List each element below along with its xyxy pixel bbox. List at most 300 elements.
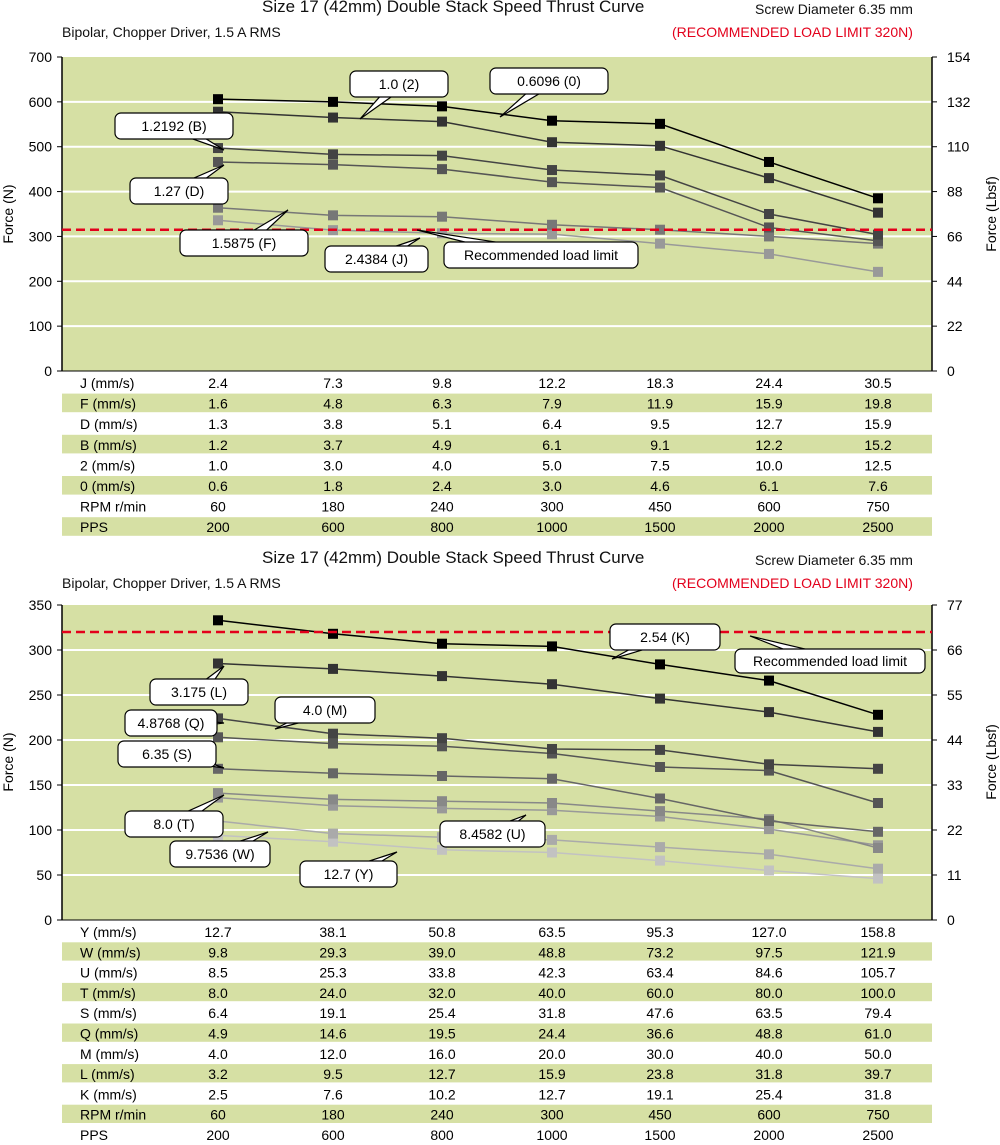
- table-cell: 50.8: [428, 924, 456, 940]
- data-point: [437, 151, 447, 161]
- data-point: [764, 759, 774, 769]
- table-cell: 8.0: [208, 984, 228, 1001]
- table-cell: 800: [430, 1127, 454, 1143]
- table-cell: 2500: [862, 1127, 894, 1143]
- table-cell: 95.3: [646, 924, 674, 940]
- table-cell: 2.4: [432, 478, 452, 494]
- table-cell: 240: [430, 1106, 454, 1123]
- series-label: 1.5875 (F): [211, 235, 277, 251]
- y-tick-label: 400: [28, 183, 52, 200]
- data-point: [655, 745, 665, 755]
- y-right-tick-label: 22: [947, 822, 963, 838]
- table-cell: 48.8: [755, 1025, 783, 1042]
- data-point: [213, 659, 223, 669]
- table-cell: 5.1: [432, 416, 452, 433]
- y-tick-label: 250: [28, 687, 52, 703]
- table-cell: 6.1: [759, 478, 779, 494]
- series-label: 0.6096 (0): [517, 73, 581, 89]
- data-point: [213, 215, 223, 225]
- table-row-band: [62, 394, 932, 413]
- table-cell: 1000: [536, 519, 568, 536]
- table-row-label: Q (mm/s): [80, 1025, 139, 1042]
- data-point: [437, 117, 447, 127]
- y-right-tick-label: 33: [947, 777, 963, 793]
- table-cell: 4.6: [650, 478, 670, 494]
- chart2-driver-subtitle: Bipolar, Chopper Driver, 1.5 A RMS: [62, 575, 281, 591]
- data-point: [655, 694, 665, 704]
- table-cell: 9.1: [650, 436, 670, 453]
- table-cell: 61.0: [864, 1025, 892, 1042]
- table-cell: 24.4: [538, 1025, 566, 1042]
- chart-2: [0, 597, 999, 1143]
- y-right-tick-label: 11: [947, 867, 962, 883]
- table-cell: 24.0: [319, 984, 347, 1001]
- data-point: [873, 827, 883, 837]
- table-cell: 31.8: [538, 1005, 566, 1022]
- table-row-label: B (mm/s): [80, 436, 137, 453]
- data-point: [873, 874, 883, 884]
- data-point: [655, 659, 665, 669]
- data-point: [328, 210, 338, 220]
- table-row-label: T (mm/s): [80, 984, 136, 1001]
- table-cell: 40.0: [755, 1045, 783, 1062]
- data-point: [873, 193, 883, 203]
- y-right-tick-label: 66: [947, 642, 963, 658]
- table-cell: 2500: [862, 519, 894, 536]
- table-cell: 11.9: [646, 395, 674, 412]
- table-cell: 6.4: [542, 416, 562, 433]
- table-cell: 1000: [536, 1127, 568, 1143]
- table-cell: 240: [430, 498, 454, 515]
- data-point: [328, 160, 338, 170]
- y-tick-label: 50: [36, 867, 52, 883]
- data-point: [873, 764, 883, 774]
- table-cell: 73.2: [646, 944, 674, 961]
- table-cell: 63.5: [755, 1005, 783, 1022]
- table-row-label: RPM r/min: [80, 1106, 147, 1123]
- data-point: [547, 220, 557, 230]
- table-cell: 121.9: [860, 944, 896, 961]
- table-cell: 12.7: [755, 416, 783, 433]
- y-axis-label: Force (N): [0, 732, 16, 792]
- y-right-axis-label: Force (Lbsf): [983, 176, 999, 252]
- table-cell: 10.2: [428, 1086, 456, 1103]
- table-row-label: RPM r/min: [80, 498, 147, 515]
- table-cell: 31.8: [864, 1086, 892, 1103]
- data-point: [764, 222, 774, 232]
- table-cell: 5.0: [542, 457, 562, 474]
- table-cell: 60: [210, 1106, 226, 1123]
- data-point: [547, 679, 557, 689]
- data-point: [873, 798, 883, 808]
- plot-area: [62, 57, 932, 371]
- y-right-tick-label: 88: [947, 183, 963, 200]
- data-point: [437, 733, 447, 743]
- data-point: [764, 849, 774, 859]
- series-label: Recommended load limit: [463, 247, 619, 263]
- table-cell: 1.3: [208, 416, 228, 433]
- data-point: [437, 639, 447, 649]
- data-point: [547, 177, 557, 187]
- table-cell: 3.2: [208, 1066, 228, 1083]
- y-tick-label: 500: [28, 138, 52, 155]
- data-point: [437, 101, 447, 111]
- table-cell: 1.6: [208, 395, 228, 412]
- table-cell: 800: [430, 519, 454, 536]
- table-cell: 12.0: [319, 1045, 347, 1062]
- table-cell: 31.8: [755, 1066, 783, 1083]
- table-cell: 300: [540, 498, 564, 515]
- data-point: [873, 710, 883, 720]
- table-cell: 25.3: [319, 964, 347, 981]
- y-tick-label: 100: [28, 318, 52, 335]
- table-cell: 4.9: [432, 436, 452, 453]
- chart1-title: Size 17 (42mm) Double Stack Speed Thrust Curve: [262, 0, 645, 16]
- data-point: [655, 119, 665, 129]
- y-right-tick-label: 154: [947, 49, 971, 65]
- data-point: [873, 864, 883, 874]
- table-cell: 180: [321, 498, 345, 515]
- data-point: [764, 707, 774, 717]
- table-cell: 4.9: [208, 1025, 228, 1042]
- table-row-band: [62, 942, 932, 960]
- table-row-label: PPS: [80, 519, 109, 536]
- table-cell: 300: [540, 1106, 564, 1123]
- table-cell: 15.2: [864, 436, 892, 453]
- series-label: 6.35 (S): [142, 746, 192, 762]
- y-tick-label: 300: [28, 642, 52, 658]
- y-tick-label: 150: [28, 777, 52, 793]
- table-cell: 7.6: [323, 1086, 343, 1103]
- y-tick-label: 600: [28, 93, 52, 110]
- table-cell: 10.0: [755, 457, 783, 474]
- table-cell: 3.0: [323, 457, 343, 474]
- table-cell: 105.7: [860, 964, 896, 981]
- table-cell: 450: [648, 498, 672, 515]
- table-row-label: D (mm/s): [80, 416, 138, 433]
- data-point: [547, 641, 557, 651]
- data-point: [547, 165, 557, 175]
- table-cell: 600: [321, 519, 345, 536]
- series-label: 8.0 (T): [153, 816, 195, 832]
- table-cell: 18.3: [646, 375, 674, 391]
- table-row-label: W (mm/s): [80, 944, 141, 961]
- table-cell: 32.0: [428, 984, 456, 1001]
- table-cell: 12.7: [428, 1066, 456, 1083]
- data-point: [655, 856, 665, 866]
- chart1-driver-subtitle: Bipolar, Chopper Driver, 1.5 A RMS: [62, 24, 281, 40]
- table-cell: 33.8: [428, 964, 456, 981]
- table-cell: 48.8: [538, 944, 566, 961]
- data-point: [873, 727, 883, 737]
- table-cell: 3.7: [323, 436, 343, 453]
- y-right-tick-label: 0: [947, 912, 955, 928]
- table-cell: 4.0: [432, 457, 452, 474]
- chart-1: [0, 49, 999, 536]
- table-cell: 8.5: [208, 964, 228, 981]
- series-label: 9.7536 (W): [185, 846, 255, 862]
- data-point: [655, 239, 665, 249]
- table-cell: 12.5: [864, 457, 892, 474]
- table-cell: 25.4: [428, 1005, 456, 1022]
- data-point: [764, 173, 774, 183]
- table-cell: 7.9: [542, 395, 562, 412]
- y-right-tick-label: 66: [947, 228, 963, 245]
- table-cell: 7.6: [868, 478, 888, 494]
- table-row-label: U (mm/s): [80, 964, 138, 981]
- data-point: [764, 231, 774, 241]
- table-cell: 9.8: [208, 944, 228, 961]
- table-cell: 12.7: [204, 924, 232, 940]
- table-cell: 6.1: [542, 436, 562, 453]
- table-cell: 2000: [753, 519, 785, 536]
- series-label: Recommended load limit: [752, 653, 908, 669]
- data-point: [328, 729, 338, 739]
- table-cell: 14.6: [319, 1025, 347, 1042]
- table-cell: 6.3: [432, 395, 452, 412]
- table-cell: 30.0: [646, 1045, 674, 1062]
- table-row-label: F (mm/s): [80, 395, 136, 412]
- data-point: [328, 149, 338, 159]
- y-tick-label: 0: [44, 912, 52, 928]
- table-cell: 38.1: [319, 924, 347, 940]
- data-point: [873, 208, 883, 218]
- chart1-load-limit-note: (RECOMMENDED LOAD LIMIT 320N): [672, 24, 913, 40]
- table-cell: 19.8: [864, 395, 892, 412]
- table-cell: 15.9: [538, 1066, 566, 1083]
- chart2-load-limit-note: (RECOMMENDED LOAD LIMIT 320N): [672, 575, 913, 591]
- table-row-band: [62, 476, 932, 495]
- table-cell: 36.6: [646, 1025, 674, 1042]
- y-right-tick-label: 77: [947, 597, 963, 613]
- callout-4: [125, 710, 224, 736]
- table-cell: 20.0: [538, 1045, 566, 1062]
- table-row-band: [62, 435, 932, 454]
- table-row-label: 2 (mm/s): [80, 457, 136, 474]
- data-point: [547, 744, 557, 754]
- table-cell: 1.8: [323, 478, 343, 494]
- y-right-tick-label: 44: [947, 732, 963, 748]
- table-cell: 600: [757, 498, 781, 515]
- series-label: 1.2192 (B): [141, 118, 207, 134]
- y-tick-label: 0: [44, 363, 52, 379]
- table-cell: 750: [866, 498, 890, 515]
- series-label: 1.0 (2): [378, 76, 420, 92]
- table-cell: 3.0: [542, 478, 562, 494]
- table-cell: 50.0: [864, 1045, 892, 1062]
- series-label: 12.7 (Y): [323, 866, 374, 882]
- table-cell: 9.5: [650, 416, 670, 433]
- data-point: [437, 671, 447, 681]
- chart2-screw-diameter: Screw Diameter 6.35 mm: [755, 552, 913, 568]
- table-cell: 19.1: [646, 1086, 674, 1103]
- table-cell: 158.8: [860, 924, 896, 940]
- data-point: [547, 116, 557, 126]
- table-cell: 7.3: [323, 375, 343, 391]
- table-cell: 42.3: [538, 964, 566, 981]
- table-cell: 3.8: [323, 416, 343, 433]
- table-cell: 200: [206, 1127, 230, 1143]
- data-point: [764, 816, 774, 826]
- table-cell: 23.8: [646, 1066, 674, 1083]
- table-cell: 40.0: [538, 984, 566, 1001]
- table-row-label: M (mm/s): [80, 1045, 140, 1062]
- table-row-band: [62, 1064, 932, 1082]
- data-point: [437, 796, 447, 806]
- table-cell: 80.0: [755, 984, 783, 1001]
- table-cell: 15.9: [755, 395, 783, 412]
- y-right-tick-label: 110: [947, 138, 970, 155]
- y-right-axis-label: Force (Lbsf): [983, 724, 999, 800]
- data-point: [328, 794, 338, 804]
- series-label: 3.175 (L): [170, 684, 228, 700]
- table-cell: 39.7: [864, 1066, 892, 1083]
- data-point: [328, 739, 338, 749]
- data-point: [547, 835, 557, 845]
- series-label: 1.27 (D): [153, 183, 205, 199]
- data-point: [328, 664, 338, 674]
- series-label: 8.4582 (U): [459, 826, 526, 842]
- data-point: [547, 848, 557, 858]
- data-point: [655, 806, 665, 816]
- data-point: [213, 94, 223, 104]
- data-point: [764, 249, 774, 259]
- y-right-tick-label: 0: [947, 363, 955, 379]
- speed-table: [62, 924, 932, 1143]
- data-point: [437, 164, 447, 174]
- table-cell: 1500: [644, 1127, 676, 1143]
- data-point: [655, 762, 665, 772]
- data-point: [547, 774, 557, 784]
- data-point: [213, 615, 223, 625]
- series-label: 2.54 (K): [640, 629, 690, 645]
- table-cell: 19.1: [319, 1005, 347, 1022]
- callout-5: [118, 741, 224, 768]
- table-cell: 25.4: [755, 1086, 783, 1103]
- table-row-band: [62, 1024, 932, 1042]
- table-cell: 127.0: [751, 924, 787, 940]
- table-cell: 0.6: [208, 478, 228, 494]
- table-cell: 29.3: [319, 944, 347, 961]
- data-point: [655, 842, 665, 852]
- table-cell: 16.0: [428, 1045, 456, 1062]
- data-point: [873, 843, 883, 853]
- series-label: 2.4384 (J): [344, 251, 409, 267]
- table-cell: 1.2: [208, 436, 228, 453]
- table-cell: 2.5: [208, 1086, 228, 1103]
- y-right-tick-label: 22: [947, 318, 963, 335]
- data-point: [764, 157, 774, 167]
- table-cell: 15.9: [864, 416, 892, 433]
- y-tick-label: 200: [28, 273, 52, 290]
- table-row-label: L (mm/s): [80, 1066, 135, 1083]
- table-cell: 750: [866, 1106, 890, 1123]
- table-cell: 600: [757, 1106, 781, 1123]
- table-cell: 2000: [753, 1127, 785, 1143]
- table-cell: 7.5: [650, 457, 670, 474]
- table-row-label: PPS: [80, 1127, 109, 1143]
- data-point: [437, 212, 447, 222]
- table-row-label: J (mm/s): [80, 375, 135, 391]
- table-cell: 2.4: [208, 375, 228, 391]
- data-point: [873, 230, 883, 240]
- series-label: 4.8768 (Q): [137, 715, 205, 731]
- data-point: [655, 170, 665, 180]
- table-row-label: Y (mm/s): [80, 924, 137, 940]
- data-point: [764, 209, 774, 219]
- table-cell: 1500: [644, 519, 676, 536]
- series-label: 4.0 (M): [302, 702, 348, 718]
- table-cell: 63.4: [646, 964, 674, 981]
- table-row-label: K (mm/s): [80, 1086, 137, 1103]
- data-point: [655, 183, 665, 193]
- y-axis-label: Force (N): [0, 184, 16, 244]
- table-cell: 39.0: [428, 944, 456, 961]
- data-point: [328, 113, 338, 123]
- table-cell: 200: [206, 519, 230, 536]
- table-cell: 30.5: [864, 375, 892, 391]
- data-point: [655, 794, 665, 804]
- table-cell: 9.8: [432, 375, 452, 391]
- table-cell: 180: [321, 1106, 345, 1123]
- table-cell: 19.5: [428, 1025, 456, 1042]
- table-cell: 450: [648, 1106, 672, 1123]
- table-cell: 12.2: [538, 375, 566, 391]
- y-tick-label: 350: [28, 597, 52, 613]
- data-point: [764, 676, 774, 686]
- table-cell: 24.4: [755, 375, 783, 391]
- data-point: [764, 866, 774, 876]
- y-tick-label: 100: [28, 822, 52, 838]
- y-right-tick-label: 55: [947, 687, 963, 703]
- table-cell: 84.6: [755, 964, 783, 981]
- y-tick-label: 200: [28, 732, 52, 748]
- data-point: [328, 829, 338, 839]
- chart2-title: Size 17 (42mm) Double Stack Speed Thrust Curve: [262, 548, 645, 567]
- table-cell: 100.0: [860, 984, 896, 1001]
- table-cell: 12.2: [755, 436, 783, 453]
- table-cell: 4.0: [208, 1045, 228, 1062]
- data-point: [328, 768, 338, 778]
- data-point: [437, 771, 447, 781]
- speed-table: [62, 375, 932, 536]
- data-point: [873, 267, 883, 277]
- data-point: [328, 629, 338, 639]
- table-cell: 600: [321, 1127, 345, 1143]
- table-row-band: [62, 517, 932, 536]
- y-right-tick-label: 44: [947, 273, 963, 290]
- data-point: [547, 798, 557, 808]
- table-cell: 63.5: [538, 924, 566, 940]
- table-cell: 60.0: [646, 984, 674, 1001]
- table-cell: 9.5: [323, 1066, 343, 1083]
- y-tick-label: 300: [28, 228, 52, 245]
- table-row-band: [62, 1105, 932, 1123]
- table-cell: 1.0: [208, 457, 228, 474]
- table-cell: 4.8: [323, 395, 343, 412]
- table-cell: 6.4: [208, 1005, 228, 1022]
- table-row-label: S (mm/s): [80, 1005, 137, 1022]
- data-point: [655, 141, 665, 151]
- y-right-tick-label: 132: [947, 93, 971, 110]
- table-row-band: [62, 983, 932, 1001]
- table-cell: 47.6: [646, 1005, 674, 1022]
- chart1-screw-diameter: Screw Diameter 6.35 mm: [755, 1, 913, 17]
- data-point: [328, 97, 338, 107]
- y-tick-label: 700: [28, 49, 52, 65]
- data-point: [547, 137, 557, 147]
- table-row-label: 0 (mm/s): [80, 478, 136, 494]
